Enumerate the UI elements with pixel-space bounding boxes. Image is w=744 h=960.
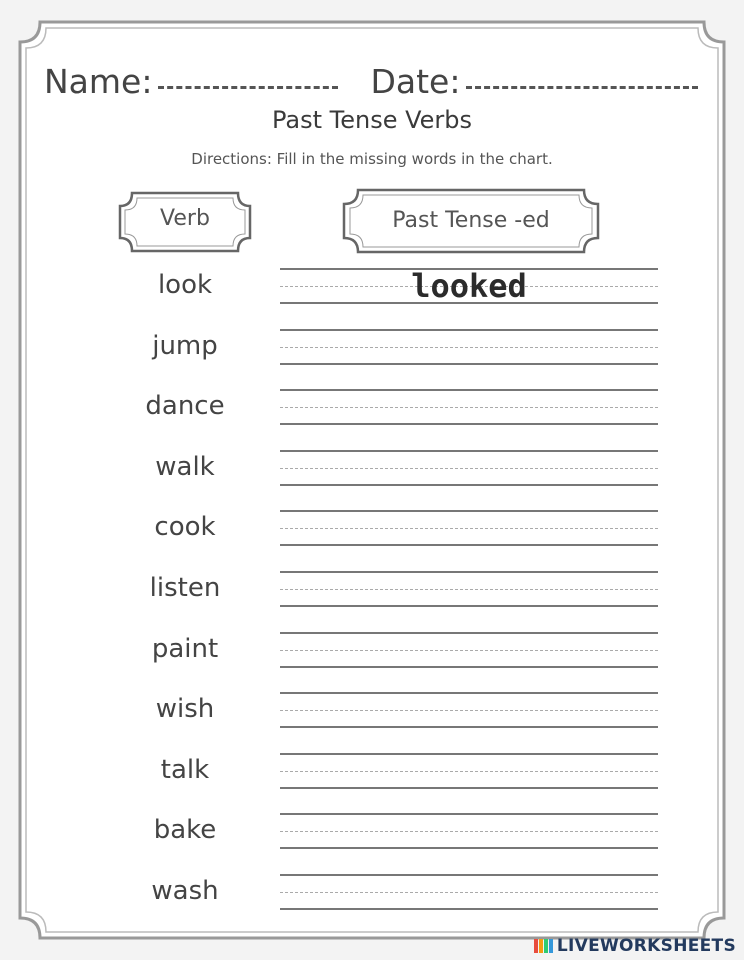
verb-word: talk [160, 755, 210, 785]
verb-word: dance [145, 391, 225, 421]
logo-bar [549, 939, 553, 953]
name-blank[interactable] [158, 82, 338, 89]
answer-input[interactable] [280, 504, 658, 552]
answer-input[interactable] [280, 323, 658, 371]
liveworksheets-logo [534, 936, 736, 956]
verb-word: wash [151, 876, 219, 906]
answer-input[interactable] [280, 262, 658, 310]
logo-bar [539, 939, 543, 953]
column-header-past-tense: Past Tense -ed [392, 208, 550, 233]
answer-input[interactable] [280, 565, 658, 613]
verb-word: jump [152, 331, 218, 361]
column-header-verb: Verb [160, 206, 210, 231]
date-label: Date: [370, 62, 461, 101]
logo-bar [534, 939, 538, 953]
answer-input[interactable] [280, 686, 658, 734]
answer-input[interactable] [280, 626, 658, 674]
verb-word: look [157, 270, 213, 300]
answer-input[interactable] [280, 383, 658, 431]
verb-word: listen [149, 573, 221, 603]
verb-word: paint [151, 634, 219, 664]
answer-input[interactable] [280, 807, 658, 855]
verb-word: wish [155, 694, 215, 724]
answer-input[interactable] [280, 868, 658, 916]
verb-word: bake [153, 815, 217, 845]
liveworksheets-icon [534, 939, 553, 953]
name-label: Name: [44, 62, 153, 101]
header-line [44, 62, 704, 110]
directions-text: Directions: Fill in the missing words in the chart. [191, 150, 553, 168]
verb-word: cook [154, 512, 216, 542]
answer-input[interactable] [280, 747, 658, 795]
date-blank[interactable] [466, 82, 698, 89]
answer-input[interactable] [280, 444, 658, 492]
page-title: Past Tense Verbs [271, 106, 473, 134]
brand-text: LIVEWORKSHEETS [556, 936, 736, 956]
logo-bar [544, 939, 548, 953]
verb-word: walk [155, 452, 215, 482]
